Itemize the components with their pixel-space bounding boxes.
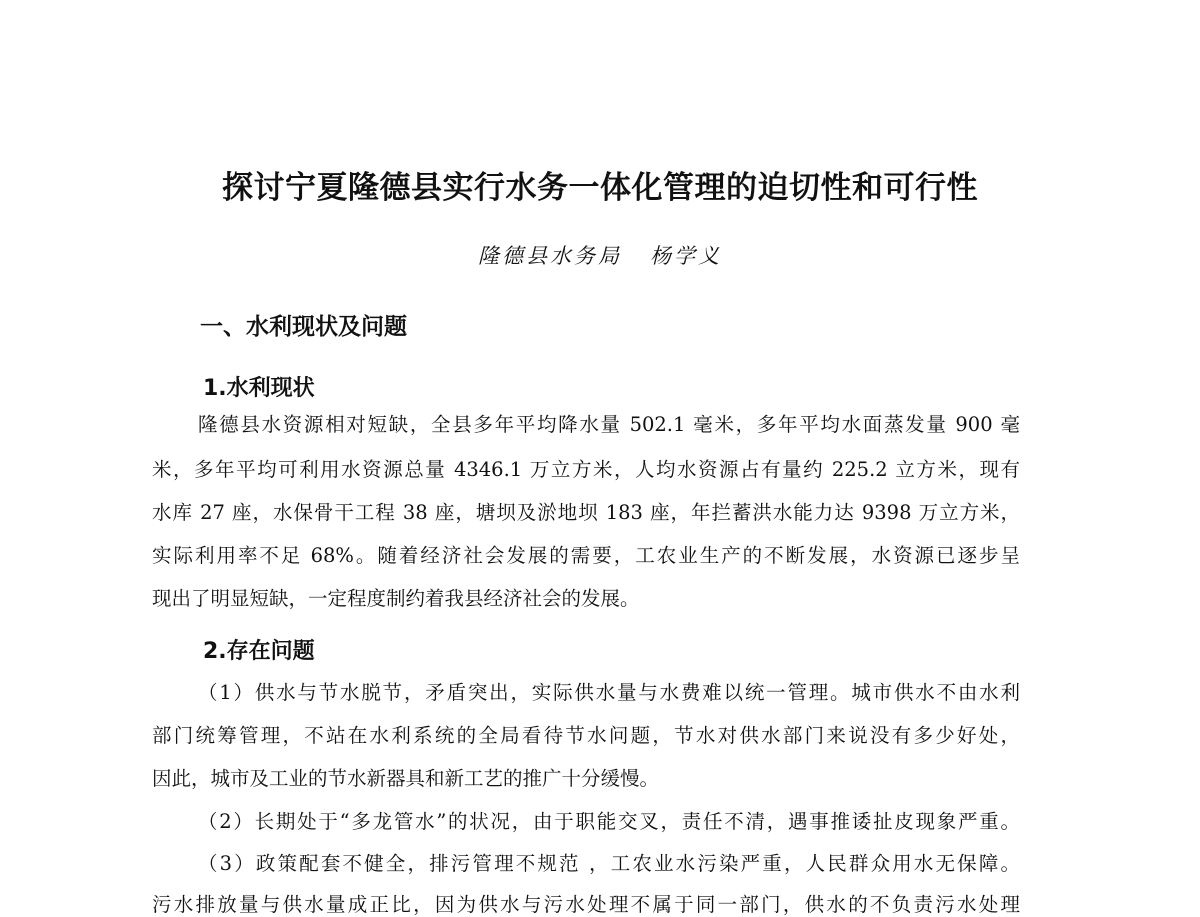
paragraph-line: 现出了明显短缺，一定程度制约着我县经济社会的发展。 (152, 587, 640, 610)
paragraph-line: （1）供水与节水脱节，矛盾突出，实际供水量与水费难以统一管理。城市供水不由水利 (198, 681, 1020, 704)
paragraph-line: 实际利用率不足 68%。随着经济社会发展的需要，工农业生产的不断发展，水资源已逐步呈 (152, 544, 1020, 567)
byline (0, 240, 1200, 270)
subsection-heading-problems: 2.存在问题 (203, 639, 315, 664)
document-title: 探讨宁夏隆德县实行水务一体化管理的迫切性和可行性 (222, 170, 978, 206)
paragraph-line: 因此，城市及工业的节水新器具和新工艺的推广十分缓慢。 (152, 767, 660, 790)
paragraph-line: 米，多年平均可利用水资源总量 4346.1 万立方米，人均水资源占有量约 225.2 立方米，现有 (152, 458, 1020, 481)
author-name: 杨学义 (650, 244, 722, 268)
section-heading-1: 一、水利现状及问题 (200, 314, 407, 340)
paragraph-line: 水库 27 座，水保骨干工程 38 座，塘坝及淤地坝 183 座，年拦蓄洪水能力达 9398 万立方米， (152, 501, 1020, 524)
paragraph-line: 隆德县水资源相对短缺，全县多年平均降水量 502.1 毫米，多年平均水面蒸发量 900 毫 (198, 413, 1020, 436)
subsection-heading-water-status: 1.水利现状 (203, 376, 315, 401)
paragraph-line: （3）政策配套不健全，排污管理不规范 ，工农业水污染严重，人民群众用水无保障。 (198, 852, 1020, 875)
paragraph-line: 部门统筹管理，不站在水利系统的全局看待节水问题，节水对供水部门来说没有多少好处， (152, 724, 1020, 747)
paragraph-line: （2）长期处于“多龙管水”的状况，由于职能交叉，责任不清，遇事推诿扯皮现象严重。 (198, 810, 1020, 833)
author-organization: 隆德县水务局 (478, 244, 622, 268)
paragraph-line: 污水排放量与供水量成正比，因为供水与污水处理不属于同一部门，供水的不负责污水处理 (152, 893, 1020, 916)
